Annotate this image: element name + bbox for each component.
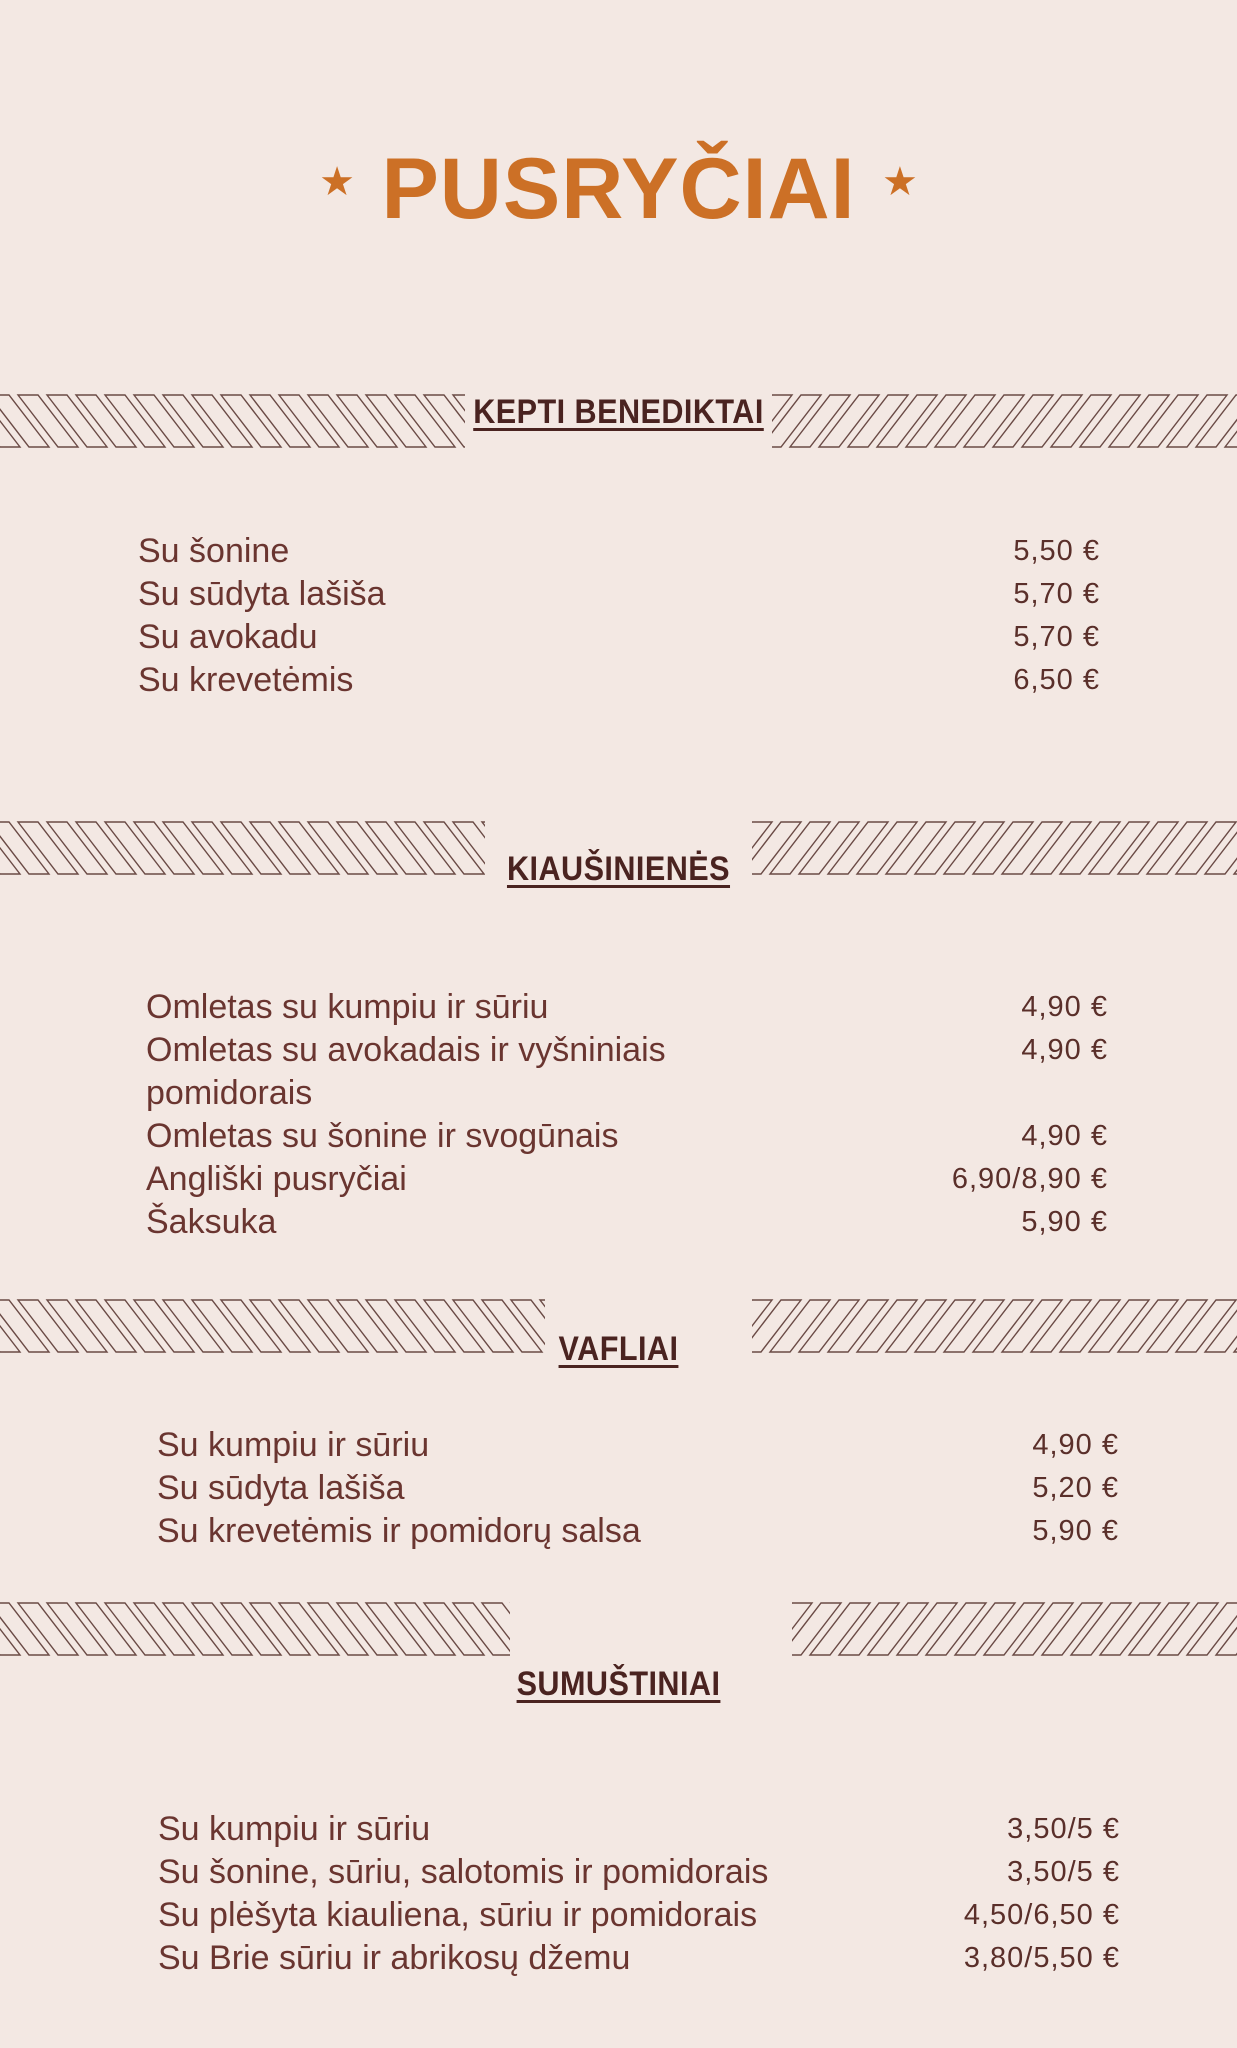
menu-list-kepti-benediktai xyxy=(138,530,1100,702)
menu-item xyxy=(138,573,1100,616)
hatch-stripe xyxy=(192,1603,252,1655)
item-price: 6,50 € xyxy=(1013,664,1100,696)
hatch-stripe xyxy=(1176,1300,1236,1352)
item-price: 5,70 € xyxy=(1013,621,1100,653)
item-name: Omletas su avokadais ir vyšniniais pomidorais xyxy=(146,1031,666,1112)
menu-header xyxy=(0,140,1237,239)
menu-item xyxy=(158,1937,1120,1980)
item-name: Su sūdyta lašiša xyxy=(157,1469,405,1507)
menu-item xyxy=(138,659,1100,702)
hatch-stripe xyxy=(0,1300,20,1352)
menu-item xyxy=(158,1894,1120,1937)
menu-item xyxy=(158,1851,1120,1894)
item-name: Su šonine, sūriu, salotomis ir pomidorais xyxy=(158,1853,769,1891)
menu-item xyxy=(146,986,1108,1029)
hatch-stripe xyxy=(1100,1603,1160,1655)
menu-item xyxy=(157,1467,1119,1510)
hatch-stripe xyxy=(810,1603,870,1655)
hatch-stripe xyxy=(424,1603,484,1655)
hatch-stripe xyxy=(337,1603,397,1655)
hatch-pattern-right xyxy=(792,1601,1237,1657)
item-price: 3,50/5 € xyxy=(1007,1856,1120,1888)
section-title-sumustiniai: SUMUŠTINIAI xyxy=(516,1665,721,1703)
item-name: Omletas su kumpiu ir sūriu xyxy=(146,988,549,1026)
hatch-stripe xyxy=(0,822,20,874)
item-price: 5,90 € xyxy=(1021,1206,1108,1238)
menu-item xyxy=(146,1029,1108,1115)
section-title-kiausinienes: KIAUŠINIENĖS xyxy=(506,850,731,888)
menu-item xyxy=(158,1808,1120,1851)
menu-item xyxy=(146,1201,1108,1244)
hatch-stripe xyxy=(1167,395,1227,447)
item-price: 3,80/5,50 € xyxy=(963,1942,1120,1974)
hatch-stripe xyxy=(984,1603,1044,1655)
menu-list-kiausinienes xyxy=(146,986,1108,1244)
item-price: 5,70 € xyxy=(1013,578,1100,610)
hatch-stripe xyxy=(792,1603,812,1655)
hatch-stripe xyxy=(1176,822,1236,874)
hatch-stripe xyxy=(0,1603,20,1655)
item-name: Su plėšyta kiauliena, sūriu ir pomidorais xyxy=(158,1896,758,1934)
section-divider-4 xyxy=(0,1601,1237,1657)
menu-item xyxy=(146,1158,1108,1201)
item-name: Su sūdyta lašiša xyxy=(138,575,386,613)
item-price: 5,50 € xyxy=(1013,535,1100,567)
hatch-stripe xyxy=(76,1603,136,1655)
section-title-kepti-benediktai: KEPTI BENEDIKTAI xyxy=(473,393,764,431)
hatch-stripe xyxy=(395,1603,455,1655)
menu-item xyxy=(157,1424,1119,1467)
hatch-stripe xyxy=(1158,1603,1218,1655)
menu-item xyxy=(146,1115,1108,1158)
hatch-stripe xyxy=(897,1603,957,1655)
hatch-stripe xyxy=(1042,1603,1102,1655)
item-price: 4,90 € xyxy=(1032,1429,1119,1461)
item-name: Su avokadu xyxy=(138,618,318,656)
hatch-stripe xyxy=(1071,1603,1131,1655)
menu-list-sumustiniai xyxy=(158,1808,1120,1980)
item-name: Su Brie sūriu ir abrikosų džemu xyxy=(158,1939,631,1977)
item-price: 3,50/5 € xyxy=(1007,1813,1120,1845)
hatch-pattern-left xyxy=(0,1601,510,1657)
hatch-stripe xyxy=(250,1603,310,1655)
hatch-stripe xyxy=(366,1603,426,1655)
item-price: 4,90 € xyxy=(1021,1120,1108,1152)
item-price: 4,90 € xyxy=(1021,1034,1108,1066)
hatch-stripe xyxy=(868,1603,928,1655)
hatch-stripe xyxy=(308,1603,368,1655)
hatch-stripe xyxy=(134,1603,194,1655)
hatch-stripe xyxy=(955,1603,1015,1655)
hatch-stripe xyxy=(0,395,20,447)
star-icon-left: ★ xyxy=(319,159,355,204)
menu-item xyxy=(138,616,1100,659)
hatch-stripe xyxy=(163,1603,223,1655)
item-name: Su kumpiu ir sūriu xyxy=(158,1810,431,1848)
hatch-stripe xyxy=(1013,1603,1073,1655)
hatch-stripe xyxy=(105,1603,165,1655)
page-title: PUSRYČIAI xyxy=(381,141,856,237)
menu-item xyxy=(157,1510,1119,1553)
hatch-stripe xyxy=(279,1603,339,1655)
star-icon-right: ★ xyxy=(882,159,918,204)
item-price: 4,50/6,50 € xyxy=(963,1899,1120,1931)
item-price: 4,90 € xyxy=(1021,991,1108,1023)
section-title-vafliai: VAFLIAI xyxy=(558,1330,679,1368)
item-price: 5,20 € xyxy=(1032,1472,1119,1504)
item-name: Omletas su šonine ir svogūnais xyxy=(146,1117,619,1155)
hatch-stripe xyxy=(1129,1603,1189,1655)
item-price: 5,90 € xyxy=(1032,1515,1119,1547)
hatch-stripe xyxy=(47,1603,107,1655)
menu-list-vafliai xyxy=(157,1424,1119,1553)
item-name: Su krevetėmis xyxy=(138,661,354,699)
item-name: Su šonine xyxy=(138,532,290,570)
item-name: Angliški pusryčiai xyxy=(146,1160,407,1198)
menu-item xyxy=(138,530,1100,573)
hatch-stripe xyxy=(926,1603,986,1655)
item-name: Su krevetėmis ir pomidorų salsa xyxy=(157,1512,641,1550)
item-price: 6,90/8,90 € xyxy=(951,1163,1108,1195)
hatch-stripe xyxy=(221,1603,281,1655)
hatch-stripe xyxy=(18,1603,78,1655)
item-name: Šaksuka xyxy=(146,1203,277,1241)
item-name: Su kumpiu ir sūriu xyxy=(157,1426,430,1464)
hatch-stripe xyxy=(839,1603,899,1655)
